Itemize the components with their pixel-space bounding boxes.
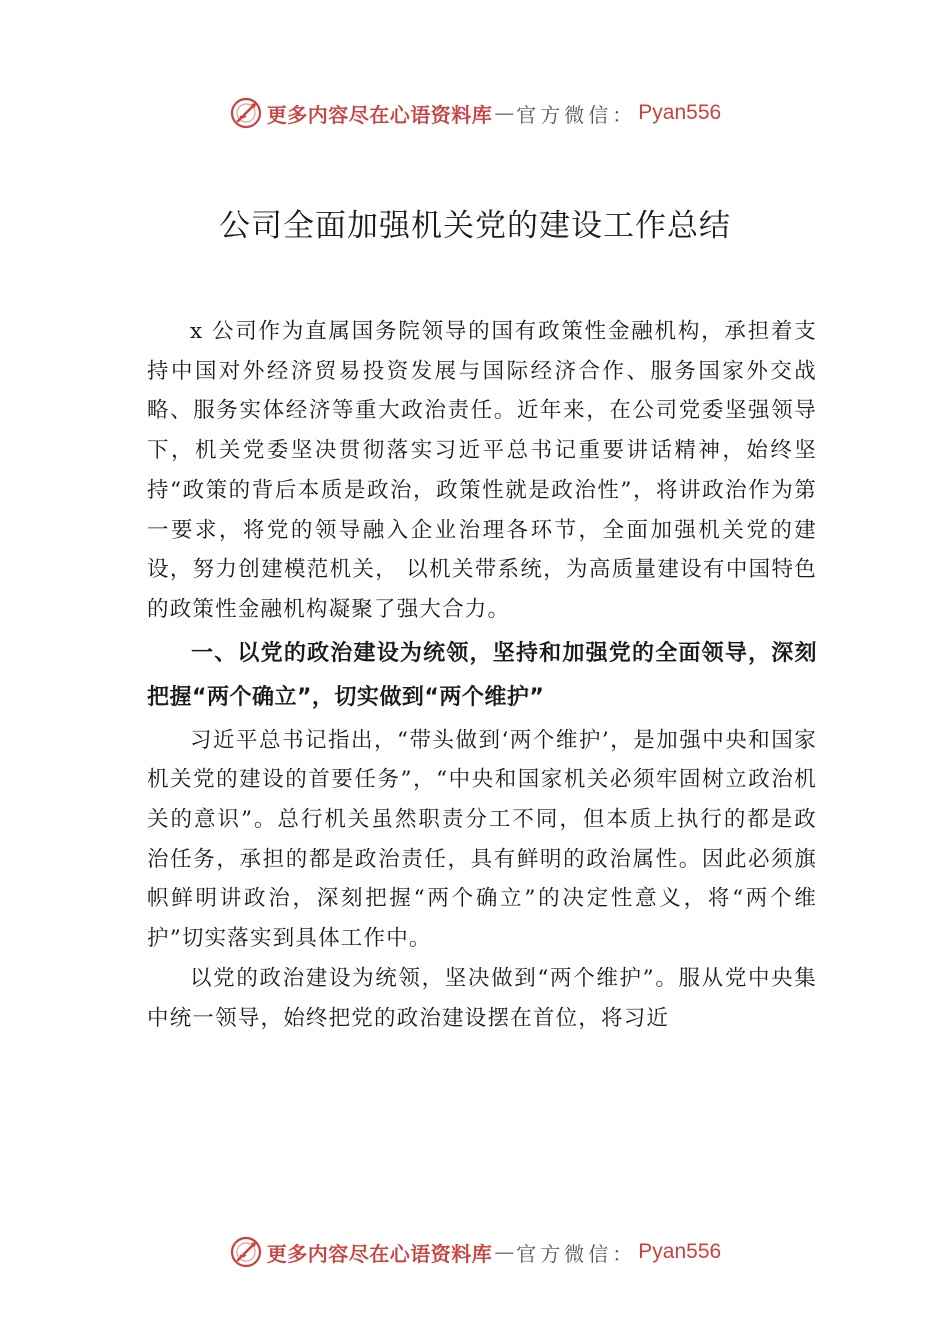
banner-dash: —	[494, 101, 515, 125]
intro-paragraph: x 公司作为直属国务院领导的国有政策性金融机构，承担着支持中国对外经济贸易投资发展与国际经济合作、服务国家外交战略、服务实体经济等重大政治责任。近年来，在公司党委坚强领导下，机关党委坚决贯彻落实习近平总书记重要讲话精神，始终坚持“政策的背后本质是政治，政策性就是政治性”，将讲政治作为第一要求，将党的领导融入企业治理各环节，全面加强机关党的建设，努力创建模范机关， 以机关带系统，为高质量建设有中国特色的政策性金融机构凝聚了强大合力。	[147, 319, 817, 622]
footer-watermark-banner	[0, 1232, 950, 1272]
banner-wechat-id: Pyan556	[638, 101, 722, 124]
section-heading: 一、以党的政治建设为统领，坚持和加强党的全面领导，深刻把握“两个确立”，切实做到“两个维护”	[147, 640, 817, 710]
banner-wechat-label: 官方微信：	[516, 102, 637, 127]
banner-brand-text: 更多内容尽在心语资料库	[266, 102, 493, 127]
body-paragraph: 习近平总书记指出，“带头做到‘两个维护’，是加强中央和国家机关党的建设的首要任务”，“中央和国家机关必须牢固树立政治机关的意识”。总行机关虽然职责分工不同，但本质上执行的都是政治任务，承担的都是政治责任，具有鲜明的政治属性。因此必须旗帜鲜明讲政治，深刻把握“两个确立”的决定性意义，将“两个维护”切实落实到具体工作中。	[147, 727, 817, 952]
banner-wechat-label: 官方微信：	[516, 1241, 637, 1266]
body-paragraph: 以党的政治建设为统领，坚决做到“两个维护”。服从党中央集中统一领导，始终把党的政治建设摆在首位，将习近	[147, 965, 817, 1031]
banner-wechat-id: Pyan556	[638, 1240, 722, 1263]
banner-dash: —	[494, 1240, 515, 1264]
brand-logo-icon	[229, 1235, 263, 1269]
brand-logo-icon	[229, 96, 263, 130]
header-watermark-banner	[0, 93, 950, 133]
document-body	[147, 312, 817, 1038]
banner-brand-text: 更多内容尽在心语资料库	[266, 1241, 493, 1266]
document-title: 公司全面加强机关党的建设工作总结	[219, 208, 731, 244]
